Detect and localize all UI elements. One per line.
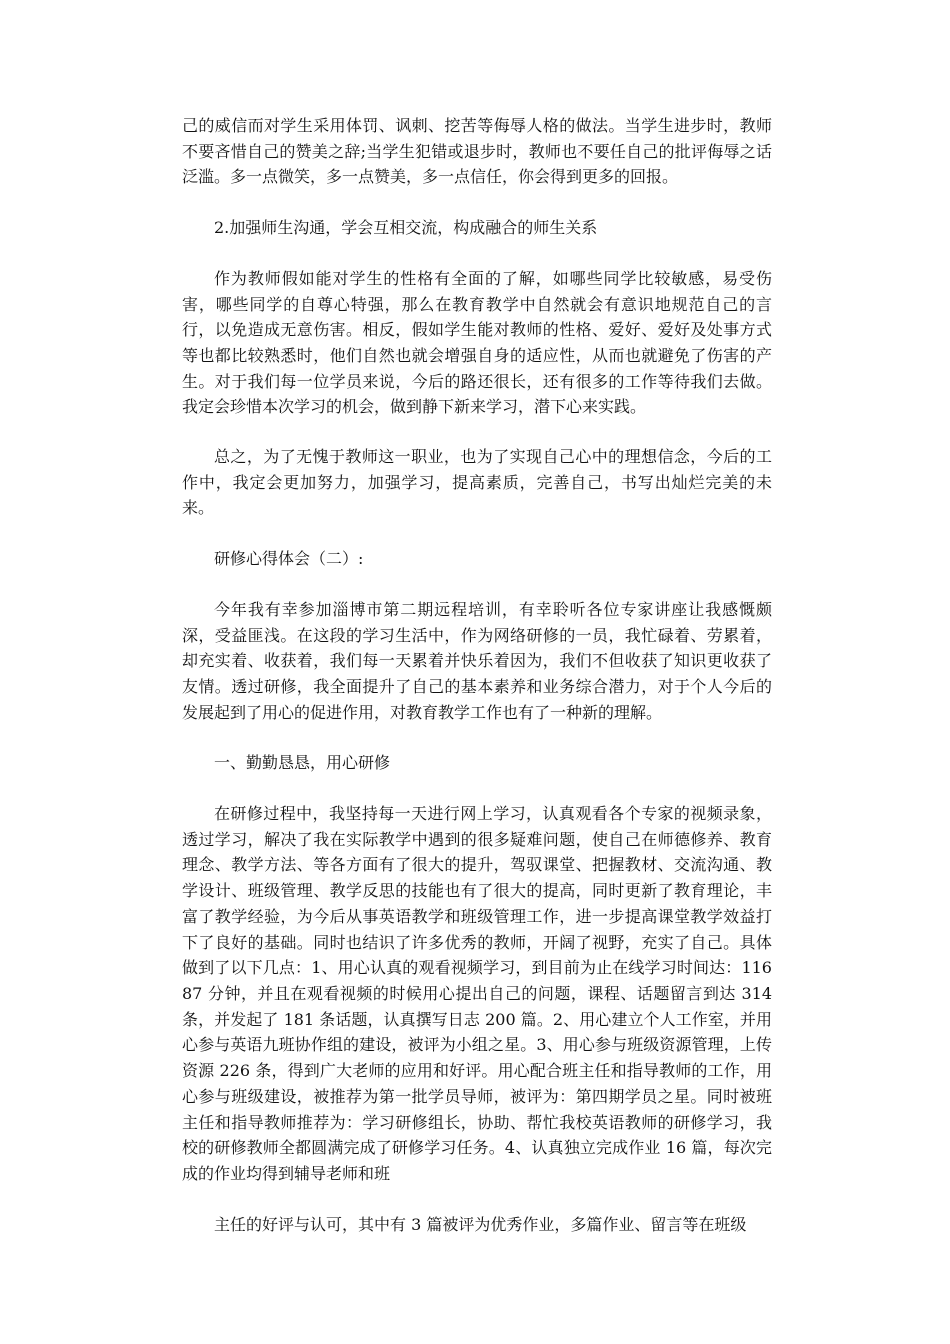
section-heading-diligent-study: 一、勤勤恳恳，用心研修: [214, 753, 391, 773]
paragraph-evaluation: 主任的好评与认可，其中有 3 篇被评为优秀作业，多篇作业、留言等在班级: [214, 1214, 747, 1234]
section-title-reflection-two: 研修心得体会（二）:: [214, 549, 364, 569]
paragraph-understanding-students: 作为教师假如能对学生的性格有全面的了解，如哪些同学比较敏感，易受伤害，哪些同学的自尊心特强，那么在教育教学中自然就会有意识地规范自己的言行，以免造成无意伤害。相反，假如学生能对教师的性格、爱好、爱好及处事方式等也都比较熟悉时，他们自然也就会增强自身的适应性，从而也就避免了伤害的产生。对于我们每一位学员来说，今后的路还很长，还有很多的工作等待我们去做。我定会珍惜本次学习的机会，做到静下新来学习，潜下心来实践。: [182, 268, 772, 417]
document-page: [182, 113, 772, 1237]
section-heading-teacher-student-communication: 2.加强师生沟通，学会互相交流，构成融合的师生关系: [214, 218, 598, 238]
paragraph-training-intro: 今年我有幸参加淄博市第二期远程培训，有幸聆听各位专家讲座让我感慨颇深，受益匪浅。在这段的学习生活中，作为网络研修的一员，我忙碌着、劳累着，却充实着、收获着，我们每一天累着并快乐着因为，我们不但收获了知识更收获了友情。透过研修，我全面提升了自己的基本素养和业务综合潜力，对于个人今后的发展起到了用心的促进作用，对教育教学工作也有了一种新的理解。: [182, 599, 772, 722]
paragraph-conclusion: 总之，为了无愧于教师这一职业，也为了实现自己心中的理想信念，今后的工作中，我定会更加努力，加强学习，提高素质，完善自己，书写出灿烂完美的未来。: [182, 447, 772, 518]
paragraph-continuation: 己的威信而对学生采用体罚、讽刺、挖苦等侮辱人格的做法。当学生进步时，教师不要吝惜自己的赞美之辞;当学生犯错或退步时，教师也不要任自己的批评侮辱之话泛滥。多一点微笑，多一点赞美，多一点信任，你会得到更多的回报。: [182, 116, 772, 187]
paragraph-study-process: 在研修过程中，我坚持每一天进行网上学习，认真观看各个专家的视频录象，透过学习，解决了我在实际教学中遇到的很多疑难问题，使自己在师德修养、教育理念、教学方法、等各方面有了很大的提升，驾驭课堂、把握教材、交流沟通、教学设计、班级管理、教学反思的技能也有了很大的提高，同时更新了教育理论，丰富了教学经验，为今后从事英语教学和班级管理工作，进一步提高课堂教学效益打下了良好的基础。同时也结识了许多优秀的教师，开阔了视野，充实了自己。具体做到了以下几点：1、用心认真的观看视频学习，到目前为止在线学习时间达：11687 分钟，并且在观看视频的时候用心提出自己的问题，课程、话题留言到达 314 条，并发起了 181 条话题，认真撰写日志 200 篇。2、用心建立个人工作室，并用心参与英语九班协作组的建设，被评为小组之星。3、用心参与班级资源管理，上传资源 226 条，得到广大老师的应用和好评。用心配合班主任和指导教师的工作，用心参与班级建设，被推荐为第一批学员导师，被评为：第四期学员之星。同时被班主任和指导教师推荐为：学习研修组长，协助、帮忙我校英语教师的研修学习，我校的研修教师全都圆满完成了研修学习任务。4、认真独立完成作业 16 篇，每次完成的作业均得到辅导老师和班: [182, 804, 772, 1183]
